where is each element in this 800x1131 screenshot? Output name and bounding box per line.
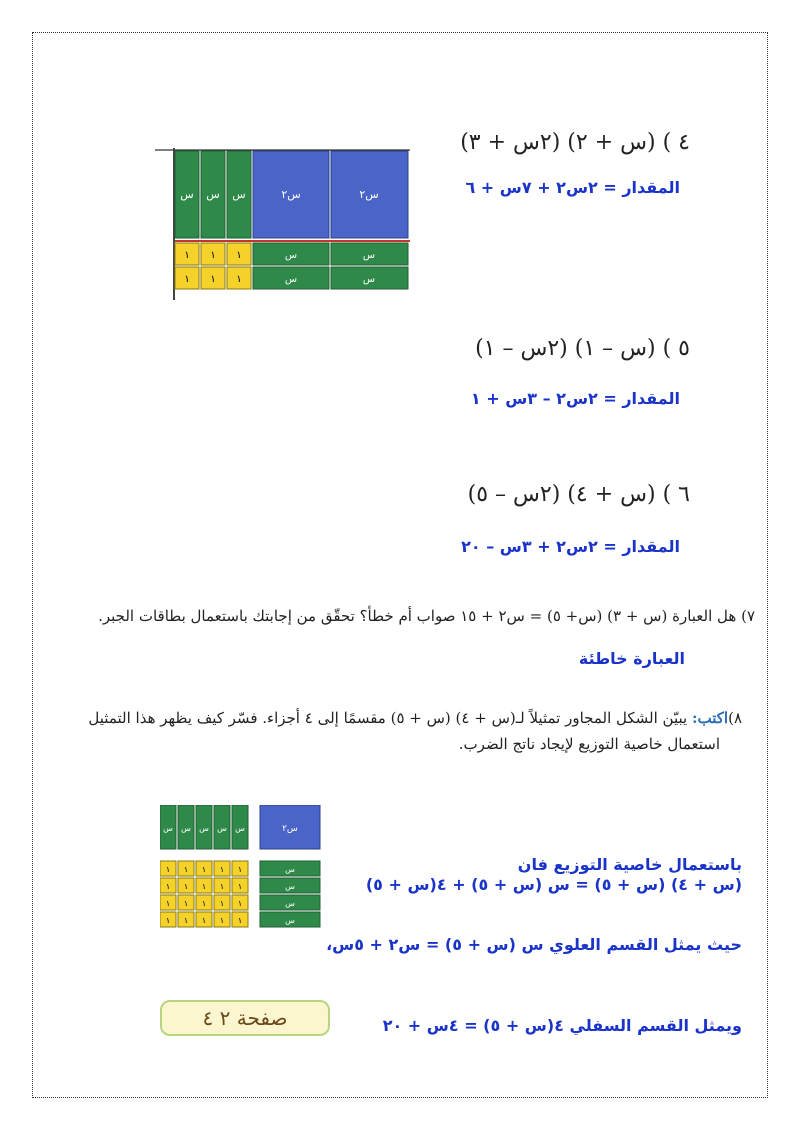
svg-text:١: ١: [237, 899, 243, 908]
svg-text:س: س: [206, 188, 220, 201]
problem-6-expression: ٦ ) (س + ٤) (٢س – ٥): [467, 482, 690, 507]
question-8-line2: استعمال خاصية التوزيع لإيجاد ناتج الضرب.: [458, 735, 720, 753]
algebra-tiles-diagram-8: [160, 805, 330, 975]
svg-text:١: ١: [237, 916, 243, 925]
svg-text:١: ١: [236, 250, 242, 261]
svg-text:١: ١: [219, 882, 225, 891]
svg-text:س: س: [235, 824, 245, 833]
explanation-line-1: باستعمال خاصية التوزيع فان: [517, 855, 742, 874]
top-x-tiles: [160, 805, 248, 849]
svg-text:س: س: [217, 824, 227, 833]
svg-text:س: س: [181, 824, 191, 833]
svg-text:١: ١: [165, 865, 171, 874]
problem-5-expression: ٥ ) (س – ١) (٢س – ١): [475, 336, 690, 361]
svg-text:س٢: س٢: [282, 824, 298, 834]
svg-text:س: س: [284, 274, 298, 285]
svg-text:١: ١: [183, 882, 189, 891]
svg-text:س: س: [180, 188, 194, 201]
x-tiles-horizontal: [253, 243, 408, 289]
svg-text:١: ١: [201, 899, 207, 908]
svg-text:س: س: [362, 250, 376, 261]
svg-text:س: س: [285, 865, 295, 874]
bottom-x-tiles: [260, 861, 320, 927]
explanation-line-4: ويمثل القسم السفلي ٤(س + ٥) = ٤س + ٢٠: [382, 1016, 742, 1035]
problem-5-answer: المقدار = ٢س٢ – ٣س + ١: [470, 389, 680, 408]
svg-text:١: ١: [184, 250, 190, 261]
svg-text:١: ١: [201, 865, 207, 874]
explanation-line-2: (س + ٤) (س + ٥) = س (س + ٥) + ٤(س + ٥): [365, 875, 742, 894]
question-7-answer: العبارة خاطئة: [578, 649, 685, 668]
unit-tiles: [175, 243, 251, 289]
x-squared-tiles: [253, 151, 408, 238]
question-8-text: [52, 705, 742, 757]
svg-text:١: ١: [210, 250, 216, 261]
svg-text:١: ١: [237, 865, 243, 874]
svg-text:١: ١: [219, 916, 225, 925]
page-number-badge: صفحة ٢ ٤: [160, 1000, 330, 1036]
svg-text:س: س: [199, 824, 209, 833]
question-7-text: ٧) هل العبارة (س + ٣) (س+ ٥) = س٢ + ١٥ صواب أم خطأ؟ تحقّق من إجابتك باستعمال بطاقات الجبر.: [98, 607, 755, 625]
question-8-line1: يبيّن الشكل المجاور تمثيلاً لـ(س + ٤) (س + ٥) مقسمًا إلى ٤ أجزاء. فسّر كيف يظهر هذا التمثيل: [88, 709, 688, 727]
svg-text:س: س: [163, 824, 173, 833]
svg-text:س: س: [232, 188, 246, 201]
svg-text:س: س: [284, 250, 298, 261]
svg-text:س: س: [285, 882, 295, 891]
question-8-keyword: اكتب:: [691, 709, 729, 727]
svg-text:١: ١: [219, 865, 225, 874]
svg-text:س: س: [285, 899, 295, 908]
algebra-tiles-diagram-4: [155, 148, 415, 308]
svg-text:س: س: [362, 274, 376, 285]
svg-text:١: ١: [184, 274, 190, 285]
svg-text:١: ١: [236, 274, 242, 285]
x-tiles-vertical: [175, 151, 251, 238]
svg-text:س: س: [285, 916, 295, 925]
svg-text:١: ١: [183, 899, 189, 908]
svg-text:١: ١: [183, 916, 189, 925]
svg-text:١: ١: [165, 899, 171, 908]
svg-text:١: ١: [201, 916, 207, 925]
svg-text:١: ١: [210, 274, 216, 285]
svg-text:س٢: س٢: [359, 188, 379, 201]
svg-text:س٢: س٢: [281, 188, 301, 201]
svg-text:١: ١: [165, 882, 171, 891]
svg-text:١: ١: [219, 899, 225, 908]
problem-6-answer: المقدار = ٢س٢ + ٣س – ٢٠: [461, 537, 680, 556]
svg-text:١: ١: [165, 916, 171, 925]
svg-text:١: ١: [201, 882, 207, 891]
svg-text:١: ١: [183, 865, 189, 874]
bottom-unit-tiles: [160, 861, 248, 927]
svg-text:١: ١: [237, 882, 243, 891]
problem-4-answer: المقدار = ٢س٢ + ٧س + ٦: [465, 178, 680, 197]
question-8-number: ٨): [728, 709, 742, 727]
top-x-squared-tile: [260, 805, 320, 849]
problem-4-expression: ٤ ) (س + ٢) (٢س + ٣): [460, 130, 690, 155]
explanation-line-3: حيث يمثل القسم العلوي س (س + ٥) = س٢ + ٥س،: [326, 935, 742, 954]
